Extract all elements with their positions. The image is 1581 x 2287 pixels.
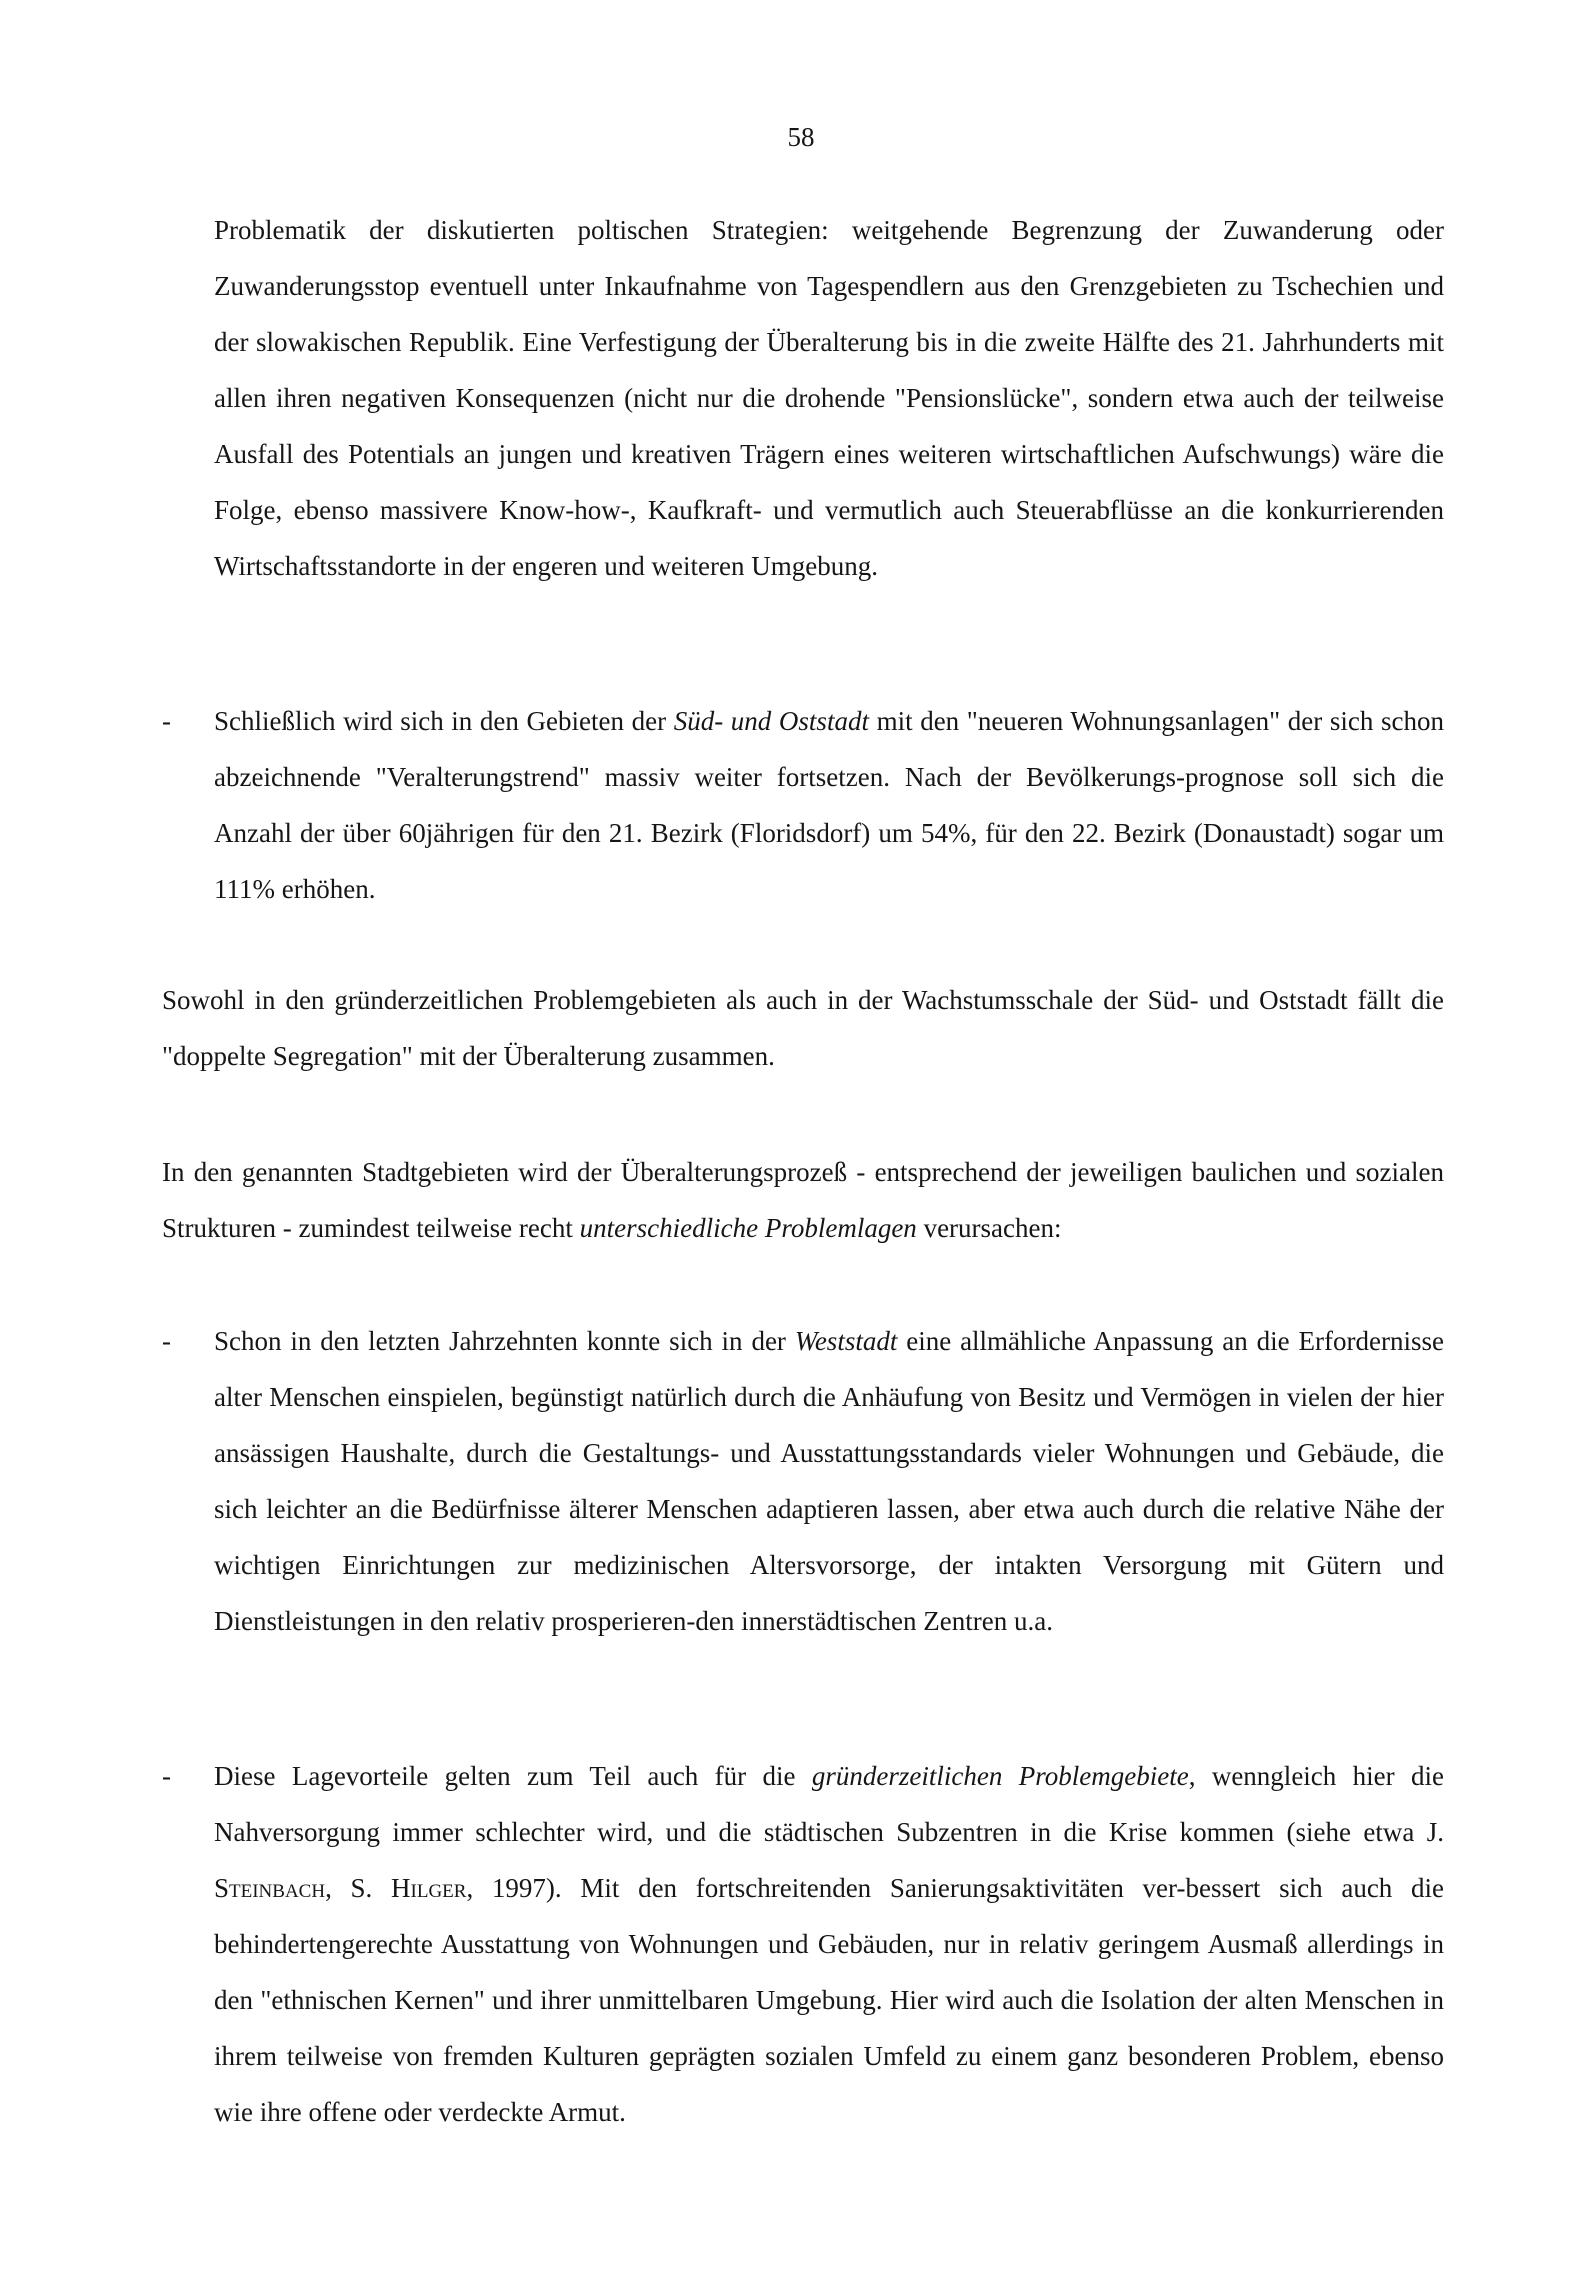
- page-number: 58: [787, 122, 815, 152]
- text-run: Schließlich wird sich in den Gebieten der: [214, 706, 674, 736]
- text-run: Diese Lagevorteile gelten zum Teil auch für die: [214, 1761, 812, 1791]
- text-run: , S.: [325, 1873, 392, 1903]
- paragraph-segregation: Sowohl in den gründerzeitlichen Problemgebieten als auch in der Wachstumsschale der Süd- und Oststadt fällt die "doppelte Segregation" mit der Überalterung zusammen.: [162, 985, 1444, 1071]
- paragraph-strategies: Problematik der diskutierten poltischen Strategien: weitgehende Begrenzung der Zuwanderung oder Zuwanderungsstop eventuell unter Inkaufnahme von Tagespendlern aus den Grenzgebieten zu Tschechien und der slowakischen Republik. Eine Verfestigung der Überalterung bis in die zweite Hälfte des 21. Jahrhunderts mit allen ihren negativen Konsequenzen (nicht nur die drohende "Pensionslücke", sondern etwa auch der teilweise Ausfall des Potentials an jungen und kreativen Trägern eines weiteren wirtschaftlichen Aufschwungs) wäre die Folge, ebenso massivere Know-how-, Kaufkraft- und vermutlich auch Steuerabflüsse an die konkurrierenden Wirtschaftsstandorte in der engeren und weiteren Umgebung.: [214, 215, 1444, 581]
- paragraph-problemlagen: [162, 1144, 1444, 1256]
- emphasis: unterschiedliche Problemlagen: [579, 1213, 917, 1243]
- emphasis: gründerzeitlichen Problemgebiete: [811, 1761, 1189, 1791]
- author-name: Steinbach: [214, 1873, 326, 1903]
- text-run: , wenngleich hier die Nahversorgung immer schlechter wird, und die städtischen Subzentren in die Krise kommen (siehe etwa J.: [214, 1761, 1444, 1847]
- author-name: Hilger: [391, 1873, 467, 1903]
- emphasis: Weststadt: [794, 1326, 898, 1356]
- emphasis: Süd- und Oststadt: [673, 706, 869, 736]
- text-run: eine allmähliche Anpassung an die Erfordernisse alter Menschen einspielen, begünstigt natürlich durch die Anhäufung von Besitz und Vermögen in vielen der hier ansässigen Haushalte, durch die Gestaltungs- und Ausstattungsstandards vieler Wohnungen und Gebäude, die sich leichter an die Bedürfnisse älterer Menschen adaptieren lassen, aber etwa auch durch die relative Nähe der wichtigen Einrichtungen zur medizinischen Altersvorsorge, der intakten Versorgung mit Gütern und Dienstleistungen in den relativ prosperieren-den innerstädtischen Zentren u.a.: [214, 1326, 1444, 1636]
- text-run: verursachen:: [916, 1213, 1062, 1243]
- text-run: mit den "neueren Wohnungsanlagen" der sich schon abzeichnende "Veralterungstrend" massiv weiter fortsetzen. Nach der Bevölkerungs-prognose soll sich die Anzahl der über 60jährigen für den 21. Bezirk (Floridsdorf) um 54%, für den 22. Bezirk (Donaustadt) sogar um 111% erhöhen.: [214, 706, 1445, 904]
- list-item-weststadt: [214, 1313, 1444, 1649]
- text-run: In den genannten Stadtgebieten wird der Überalterungsprozeß - entsprechend der jeweiligen baulichen und sozialen Strukturen - zumindest teilweise recht: [162, 1157, 1444, 1243]
- text-run: , 1997). Mit den fortschreitenden Sanierungsaktivitäten ver-bessert sich auch die behindertengerechte Ausstattung von Wohnungen und Gebäuden, nur in relativ geringem Ausmaß allerdings in den "ethnischen Kernen" und ihrer unmittelbaren Umgebung. Hier wird auch die Isolation der alten Menschen in ihrem teilweise von fremden Kulturen geprägten sozialen Umfeld zu einem ganz besonderen Problem, ebenso wie ihre offene oder verdeckte Armut.: [214, 1873, 1444, 2127]
- list-dash: -: [162, 1761, 171, 1791]
- list-dash: -: [162, 1326, 171, 1356]
- list-dash: -: [162, 706, 171, 736]
- list-item-sued-oststadt: [214, 693, 1444, 917]
- text-run: Schon in den letzten Jahrzehnten konnte sich in der: [214, 1326, 795, 1356]
- list-item-gruenderzeit: [214, 1748, 1444, 2140]
